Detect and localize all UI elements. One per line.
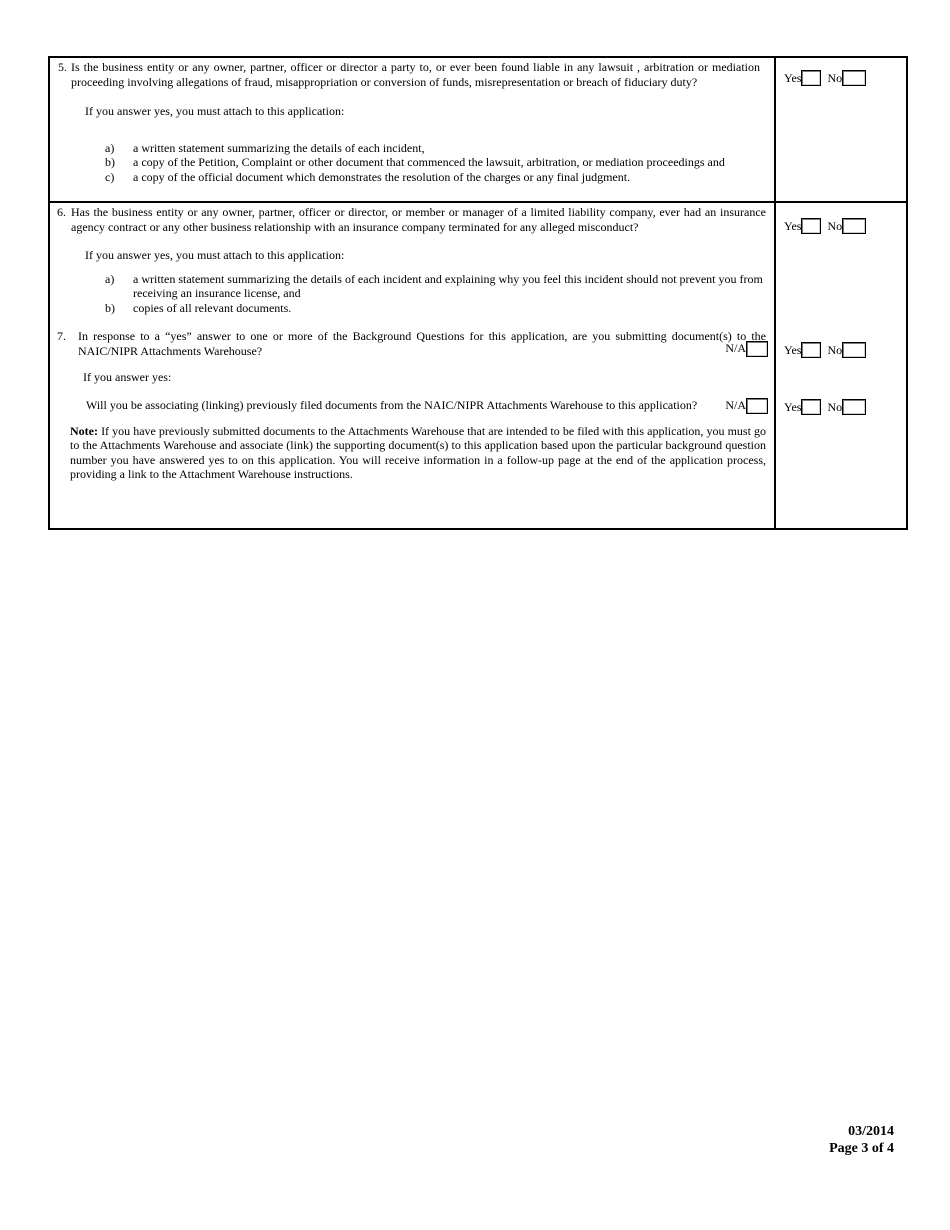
question-7-subquestion-text: Will you be associating (linking) previously filed documents from the NAIC/NIPR Attachments Warehouse to this application? [86,398,698,413]
list-item-label: a) [105,271,115,286]
background-questions-table [48,56,908,530]
list-item-label: b) [105,300,115,315]
question-7-sub-na-label: N/A [725,398,746,413]
list-item [105,155,760,170]
question-6-block [50,203,774,234]
question-6-text: Has the business entity or any owner, partner, officer or director, or member or manager of a limited liability company, ever had an insurance agency contract or any other business relationship with an insurance company terminated for any alleged misconduct? [71,205,766,234]
question-7-subquestion [50,398,774,414]
question-7-number: 7. [57,329,66,343]
question-6-7-cell [50,203,776,528]
list-item-text: a written statement summarizing the details of each incident and explaining why you feel this incident should not prevent you from receiving an insurance license, and [133,271,763,300]
no-label: No [827,218,843,233]
question-6-intro: If you answer yes, you must attach to this application: [85,248,345,262]
yes-label: Yes [784,342,802,357]
question-7-intro: If you answer yes: [83,370,172,384]
no-label: No [827,399,843,414]
question-6-7-row [50,201,906,528]
list-item-text: a copy of the Petition, Complaint or other document that commenced the lawsuit, arbitration, or mediation proceedings and [133,155,725,169]
question-6-yes-no [784,218,872,234]
question-6-number: 6. [57,205,66,219]
note-label: Note: [70,423,98,438]
list-item-label: b) [105,155,115,169]
form-date: 03/2014 [848,1124,894,1139]
list-item [105,170,760,185]
question-5-yes-no [784,70,872,86]
question-7-na-label: N/A [725,341,746,355]
list-item [105,301,766,316]
question-5-text: 5. Is the business entity or any owner, partner, officer or director a party to, or ever been found liable in any lawsuit , arbitration or mediation proceeding involving allegations of fraud, misappropriation or conversion of funds, misrepresentation or breach of fiduciary duty? [58,60,760,89]
question-7-sub-yes-no [784,399,872,415]
no-label: No [827,342,843,357]
question-6-list [50,272,774,316]
no-label: No [827,70,843,85]
list-item-text: copies of all relevant documents. [133,300,292,315]
question-7-note [50,424,774,482]
question-7-yes-checkbox[interactable] [801,342,821,358]
yes-label: Yes [784,218,802,233]
question-5-answer-cell [776,58,906,201]
list-item-label: a) [105,140,115,155]
question-5-cell [50,58,776,201]
page-number: Page 3 of 4 [829,1141,894,1156]
list-item [105,141,760,156]
question-5-intro: If you answer yes, you must attach to this application: [85,104,345,118]
question-5-no-checkbox[interactable] [842,70,866,86]
note-text: If you have previously submitted documents to the Attachments Warehouse that are intended to be filed with this application, you must go to the Attachments Warehouse and associate (link) the supporting document(s) to this application based upon the particular background question number you have answered yes to on this application. You will receive information in a follow-up page at the end of the application process, providing a link to the Attachment Warehouse instructions. [70,423,766,481]
question-7-yes-no [784,342,872,358]
question-5-list [50,141,774,185]
question-7-no-checkbox[interactable] [842,342,866,358]
question-7-body [78,329,766,358]
question-5-row [50,58,906,201]
question-7-block [50,329,774,358]
question-7-sub-no-checkbox[interactable] [842,399,866,415]
page-footer [829,1123,894,1157]
question-5-yes-checkbox[interactable] [801,70,821,86]
question-6-no-checkbox[interactable] [842,218,866,234]
list-item [105,272,766,301]
question-7-sub-yes-checkbox[interactable] [801,399,821,415]
question-7-sub-na-checkbox[interactable] [746,398,768,414]
list-item-label: c) [105,169,115,184]
yes-label: Yes [784,399,802,414]
yes-label: Yes [784,70,802,85]
question-6-7-answer-cell [776,203,906,528]
question-6-yes-checkbox[interactable] [801,218,821,234]
list-item-text: a written statement summarizing the details of each incident, [133,140,425,155]
list-item-text: a copy of the official document which demonstrates the resolution of the charges or any final judgment. [133,169,631,184]
question-7-text: In response to a “yes” answer to one or more of the Background Questions for this application, are you submitting document(s) to the NAIC/NIPR Attachments Warehouse? [78,329,766,358]
